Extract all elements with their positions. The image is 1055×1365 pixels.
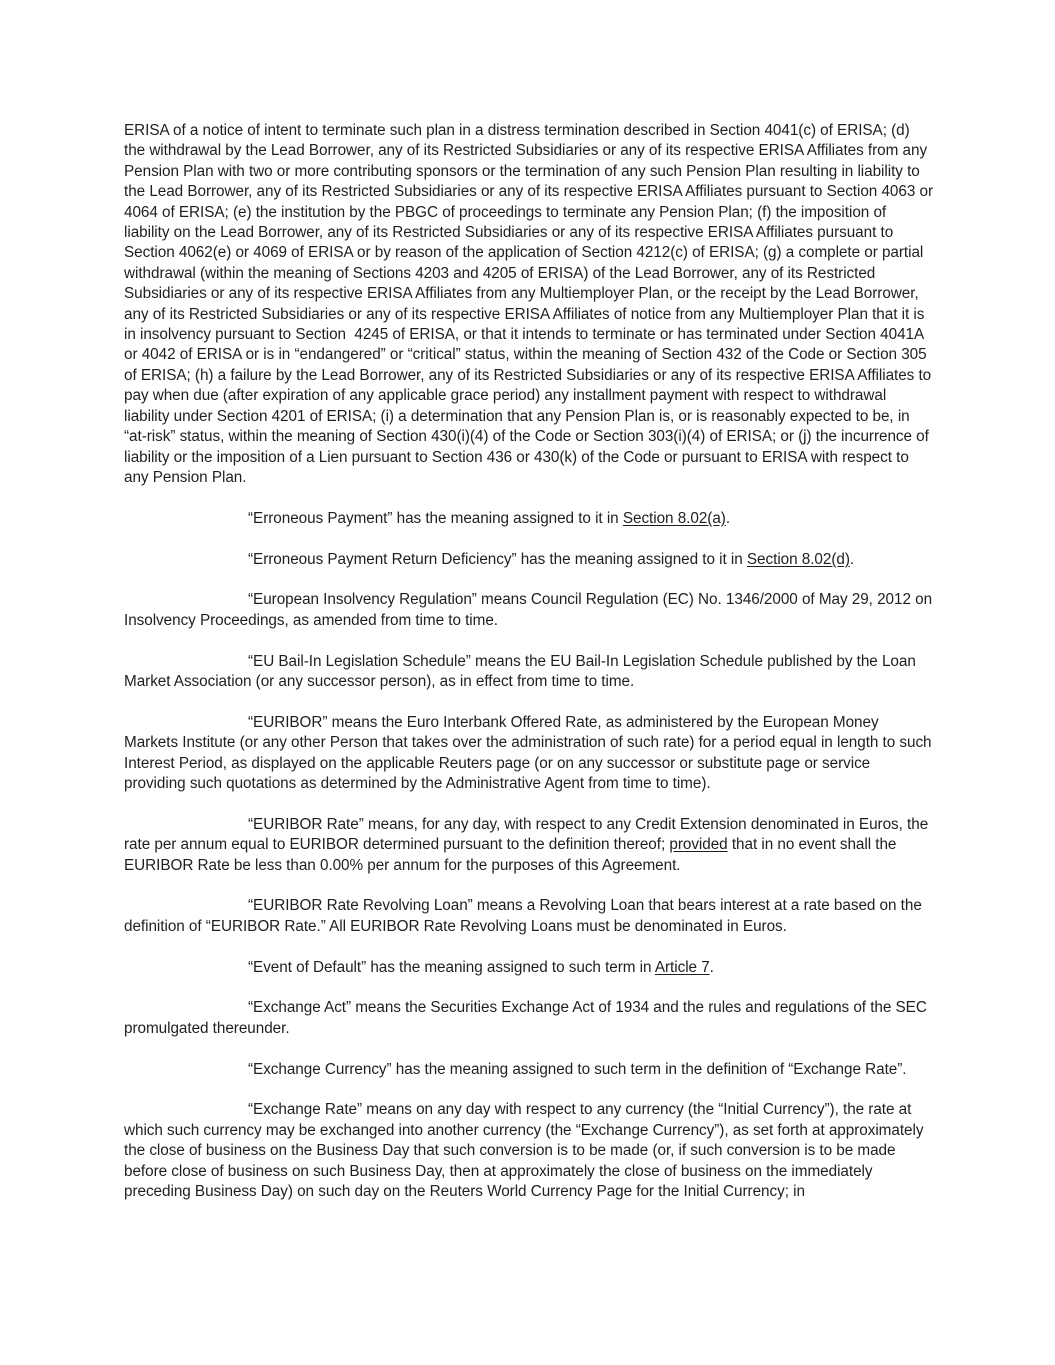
definition-euribor	[124, 713, 936, 795]
definition-erroneous-payment	[124, 509, 933, 529]
text-run: “Erroneous Payment” has the meaning assigned to it in	[248, 509, 623, 527]
cross-reference: Article 7	[654, 958, 710, 976]
text-run: .	[709, 958, 714, 976]
text-run: “EU Bail-In Legislation Schedule” means the EU Bail-In Legislation Schedule published by the Loan Market Association (or any successor person), as in effect from time to time.	[124, 652, 920, 690]
definition-exchange-currency	[124, 1060, 933, 1080]
text-run: “Exchange Currency” has the meaning assigned to such term in the definition of “Exchange Rate”.	[248, 1060, 907, 1078]
text-run: “European Insolvency Regulation” means Council Regulation (EC) No. 1346/2000 of May 29, 2012 on Insolvency Proceedings, as amended from time to time.	[124, 591, 937, 629]
text-run: ERISA of a notice of intent to terminate such plan in a distress termination described in Section 4041(c) of ERISA; (d) the withdrawal by the Lead Borrower, any of its Restricted Subsidiaries or any of its respective ERISA Affiliates from any Pension Plan with two or more contributing sponsors or the termination of any such Pension Plan resulting in liability to the Lead Borrower, any of its Restricted Subsidiaries or any of its respective ERISA Affiliates pursuant to Section 4063 or 4064 of ERISA; (e) the institution by the PBGC of proceedings to terminate any Pension Plan; (f) the imposition of liability on the Lead Borrower, any of its Restricted Subsidiaries or any of its respective ERISA Affiliates pursuant to Section 4062(e) or 4069 of ERISA or by reason of the application of Section 4212(c) of ERISA; (g) a complete or partial withdrawal (within the meaning of Sections 4203 and 4205 of ERISA) of the Lead Borrower, any of its Restricted Subsidiaries or any of its respective ERISA Affiliates from any Multiemployer Plan, or the receipt by the Lead Borrower, any of its Restricted Subsidiaries or any of its respective ERISA Affiliates of notice from any Multiemployer Plan that it is in insolvency pursuant to Section 4245 of ERISA, or that it intends to terminate or has terminated under Section 4041A or 4042 of ERISA or is in “endangered” or “critical” status, within the meaning of Section 432 of the Code or Section 305 of ERISA; (h) a failure by the Lead Borrower, any of its Restricted Subsidiaries or any of its respective ERISA Affiliates to pay when due (after expiration of any applicable grace period) any installment payment with respect to withdrawal liability under Section 4201 of ERISA; (i) a determination that any Pension Plan is, or is reasonably expected to be, in “at-risk” status, within the meaning of Section 430(i)(4) of the Code or Section 303(i)(4) of ERISA; or (j) the incurrence of liability or the imposition of a Lien pursuant to Section 436 or 430(k) of the Code or pursuant to ERISA with respect to any Pension Plan.	[124, 122, 938, 486]
cross-reference: Section 8.02(d)	[746, 550, 850, 568]
definition-exchange-rate	[124, 1100, 933, 1202]
text-run: that in no event shall the EURIBOR Rate be less than 0.00% per annum for the purposes of this Agreement.	[124, 836, 901, 874]
text-run: .	[849, 550, 855, 568]
text-run: .	[725, 509, 731, 527]
document-text-block	[124, 121, 938, 1223]
cross-reference: Section 8.02(a)	[622, 509, 726, 527]
definition-exchange-act	[124, 998, 933, 1039]
text-run: “EURIBOR Rate” means, for any day, with respect to any Credit Extension denominated in Euros, the rate per annum equal to EURIBOR determined pursuant to the definition thereof;	[124, 815, 933, 854]
cross-reference: provided	[669, 836, 728, 854]
text-run: “Exchange Act” means the Securities Exchange Act of 1934 and the rules and regulations of the SEC promulgated thereunder.	[124, 999, 932, 1037]
definition-euribor-rate	[124, 815, 933, 876]
erisa-clause-continuation	[124, 121, 938, 488]
definition-erroneous-payment-return-deficiency	[124, 550, 933, 570]
text-run: “EURIBOR” means the Euro Interbank Offered Rate, as administered by the European Money Markets Institute (or any other Person that takes over the administration of such rate) for a period equal in length to such Interest Period, as displayed on the applicable Reuters page (or on any successor or substitute page or service providing such quotations as determined by the Administrative Agent from time to time).	[124, 713, 936, 792]
text-run: “Exchange Rate” means on any day with respect to any currency (the “Initial Currency”), the rate at which such currency may be exchanged into another currency (the “Exchange Currency”), as set forth at approximately the close of business on the Business Day that such conversion is to be made (or, if such conversion is to be made before close of business on such Business Day, then at approximately the close of business on the immediately preceding Business Day) on such day on the Reuters World Currency Page for the Initial Currency; in	[124, 1101, 928, 1200]
definition-euribor-rate-revolving-loan	[124, 896, 933, 937]
text-run: “EURIBOR Rate Revolving Loan” means a Revolving Loan that bears interest at a rate based on the definition of “EURIBOR Rate.” All EURIBOR Rate Revolving Loans must be denominated in Euros.	[124, 897, 926, 935]
definition-event-of-default	[124, 958, 933, 978]
text-run: “Erroneous Payment Return Deficiency” has the meaning assigned to it in	[248, 550, 747, 568]
definition-eu-bail-in-legislation-schedule	[124, 652, 933, 693]
text-run: “Event of Default” has the meaning assigned to such term in	[248, 958, 655, 976]
definition-european-insolvency-regulation	[124, 590, 937, 631]
